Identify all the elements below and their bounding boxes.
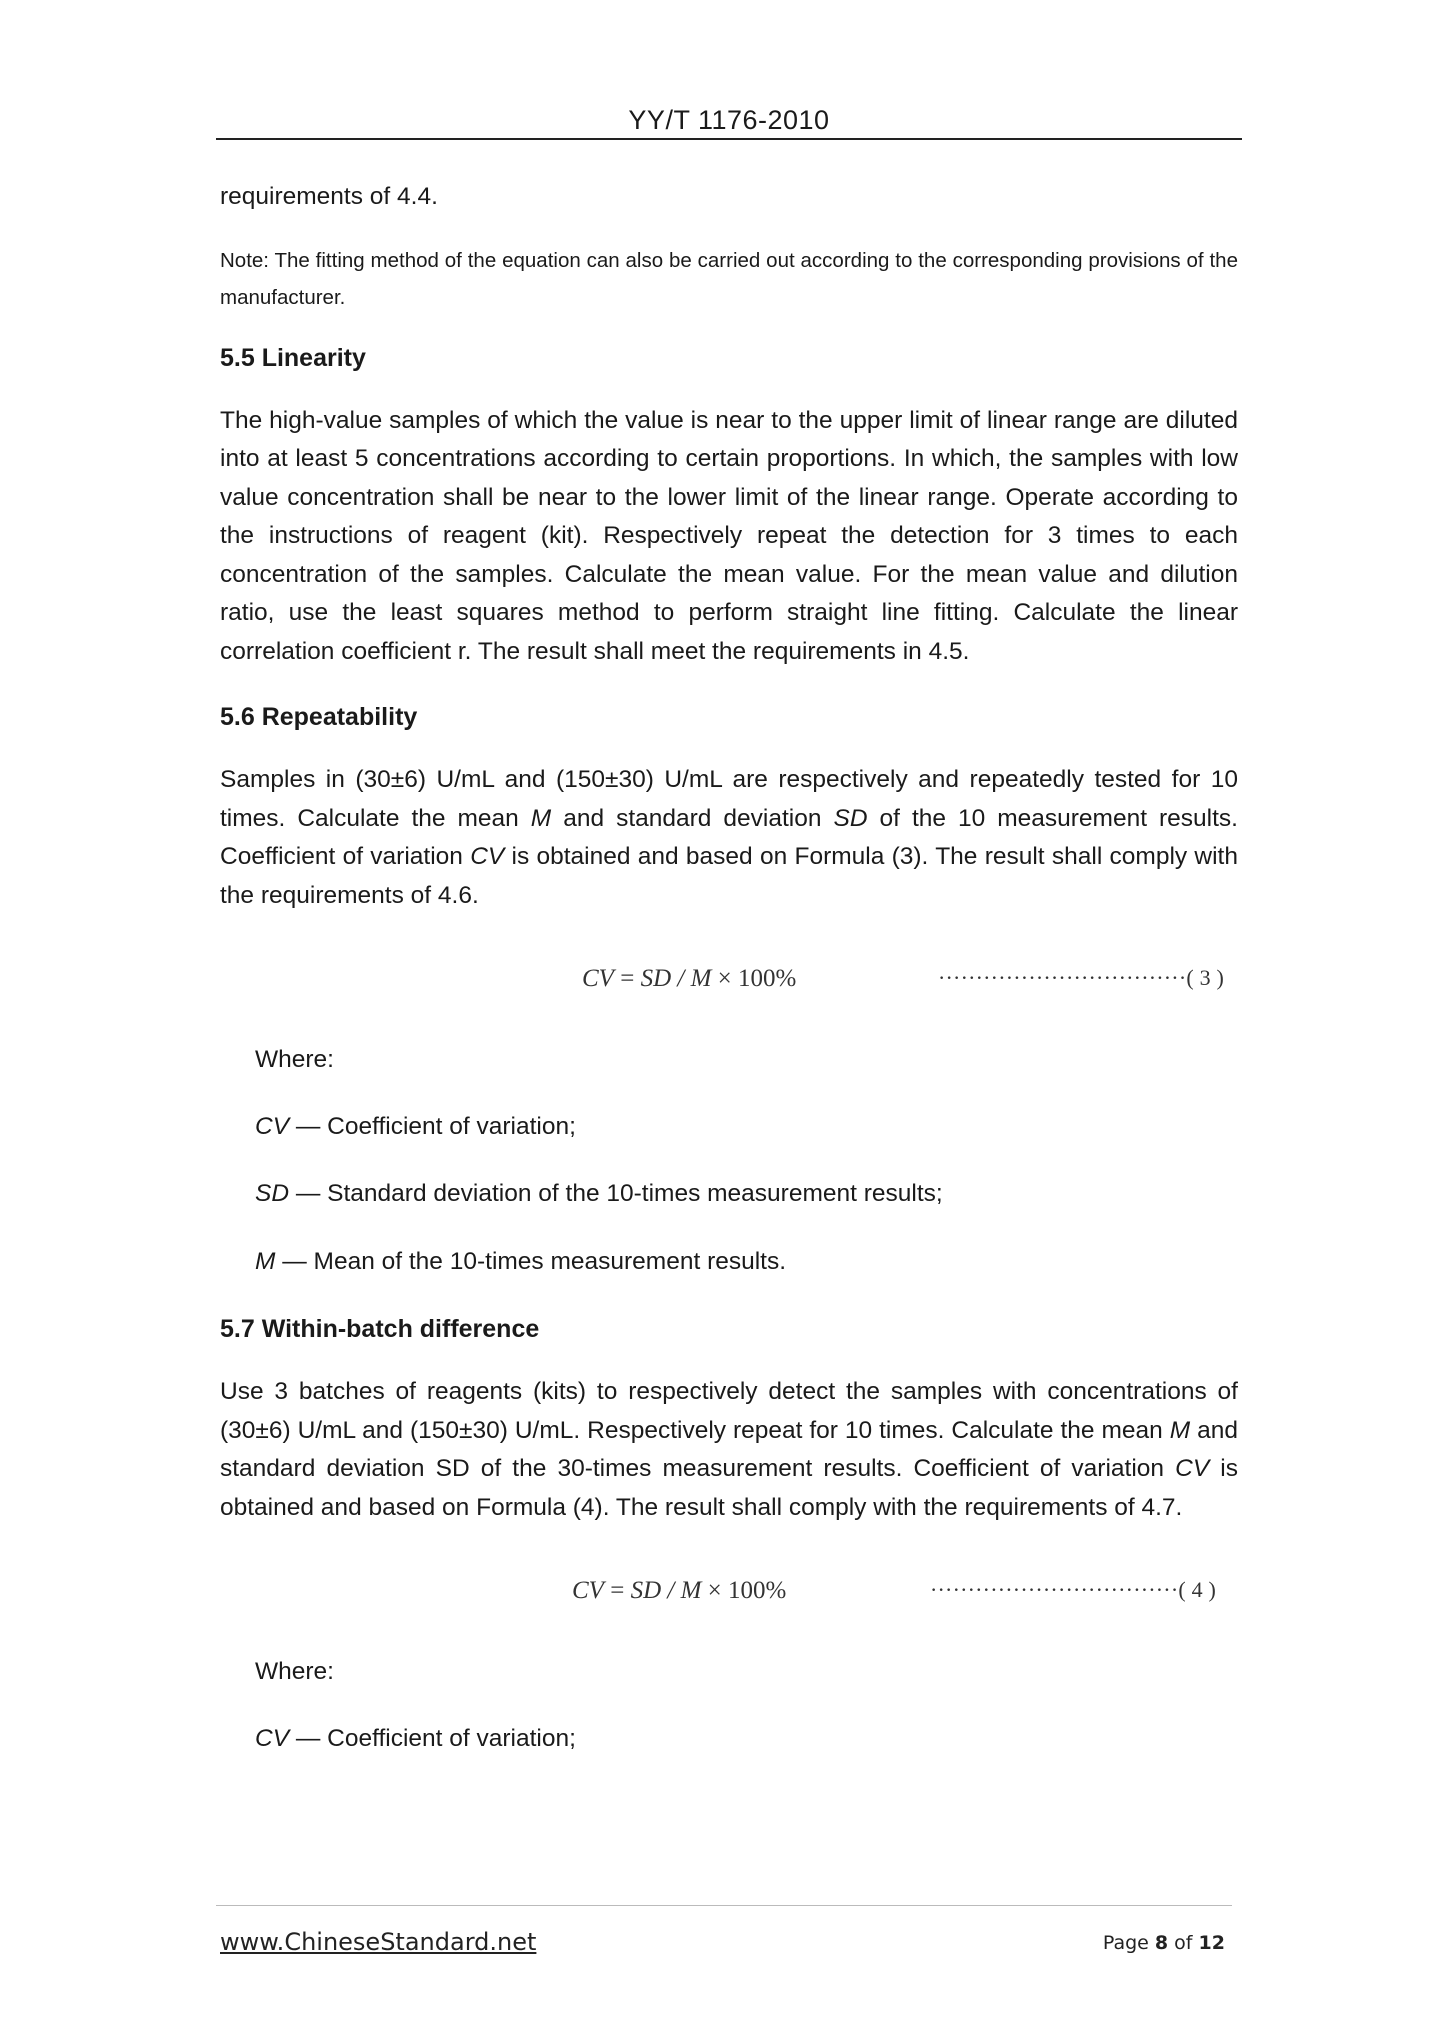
formula-3 — [220, 953, 1238, 1013]
page-counter: Page 8 of 12 — [1102, 1932, 1225, 1954]
standard-number: YY/T 1176-2010 — [628, 105, 830, 135]
section-5-5-heading: 5.5 Linearity — [220, 343, 366, 372]
section-5-6-heading: 5.6 Repeatability — [220, 703, 418, 731]
where-label: Where: — [255, 1658, 334, 1685]
definition-cv: CV — Coefficient of variation; — [255, 1724, 576, 1752]
section-5-7-paragraph: Use 3 batches of reagents (kits) to respectively detect the samples with concentrations of (30±6) U/mL and (150±30) U/mL. Respectively repeat for 10 times. Calculate the mean M and standard deviation SD of the 30-times measurement results. Coefficient of variation CV is obtained and based on Formula (4). The result shall comply with the requirements of 4.7. — [220, 1378, 1239, 1521]
var-cv: CV — [470, 843, 505, 870]
note-text: Note: The fitting method of the equation can also be carried out according to the corresponding provisions of the manufacturer. — [220, 248, 1238, 309]
var-m: M — [530, 804, 552, 832]
continued-text: requirements of 4.4. — [220, 183, 438, 210]
var-sd: SD — [833, 804, 868, 832]
footer-divider — [216, 1905, 1232, 1906]
formula-4 — [220, 1565, 1238, 1625]
page-content — [220, 178, 1238, 1758]
page-header — [216, 100, 1242, 140]
definition-cv: CV — Coefficient of variation; — [255, 1112, 576, 1140]
where-block-3 — [220, 1041, 1238, 1281]
formula-4-expression: CV = SD / M × 100% — [572, 1577, 787, 1604]
formula-3-number: ·································( 3 ) — [938, 965, 1225, 990]
formula-4-number: ·································( 4 ) — [930, 1577, 1217, 1602]
definition-sd: SD — Standard deviation of the 10-times measurement results; — [255, 1180, 943, 1207]
website-link[interactable]: www.ChineseStandard.net — [220, 1928, 537, 1956]
formula-3-expression: CV = SD / M × 100% — [582, 965, 797, 992]
definition-m: M — Mean of the 10-times measurement results. — [255, 1247, 787, 1275]
where-label: Where: — [255, 1046, 334, 1073]
where-block-4 — [220, 1653, 1238, 1758]
section-5-7-heading: 5.7 Within-batch difference — [220, 1315, 540, 1343]
section-5-6-paragraph: Samples in (30±6) U/mL and (150±30) U/mL are respectively and repeatedly tested for 10 times. Calculate the mean M and standard deviation SD of the 10 measurement results. Coefficient of variation CV is obtained and based on Formula (3). The result shall comply with the requirements of 4.6. — [220, 766, 1238, 909]
section-5-5-paragraph: The high-value samples of which the value is near to the upper limit of linear range are diluted into at least 5 concentrations according to certain proportions. In which, the samples with low value concentration shall be near to the lower limit of the linear range. Operate according to the instructions of reagent (kit). Respectively repeat the detection for 3 times to each concentration of the samples. Calculate the mean value. For the mean value and dilution ratio, use the least squares method to perform straight line fitting. Calculate the linear correlation coefficient r. The result shall meet the requirements in 4.5. — [220, 406, 1238, 665]
